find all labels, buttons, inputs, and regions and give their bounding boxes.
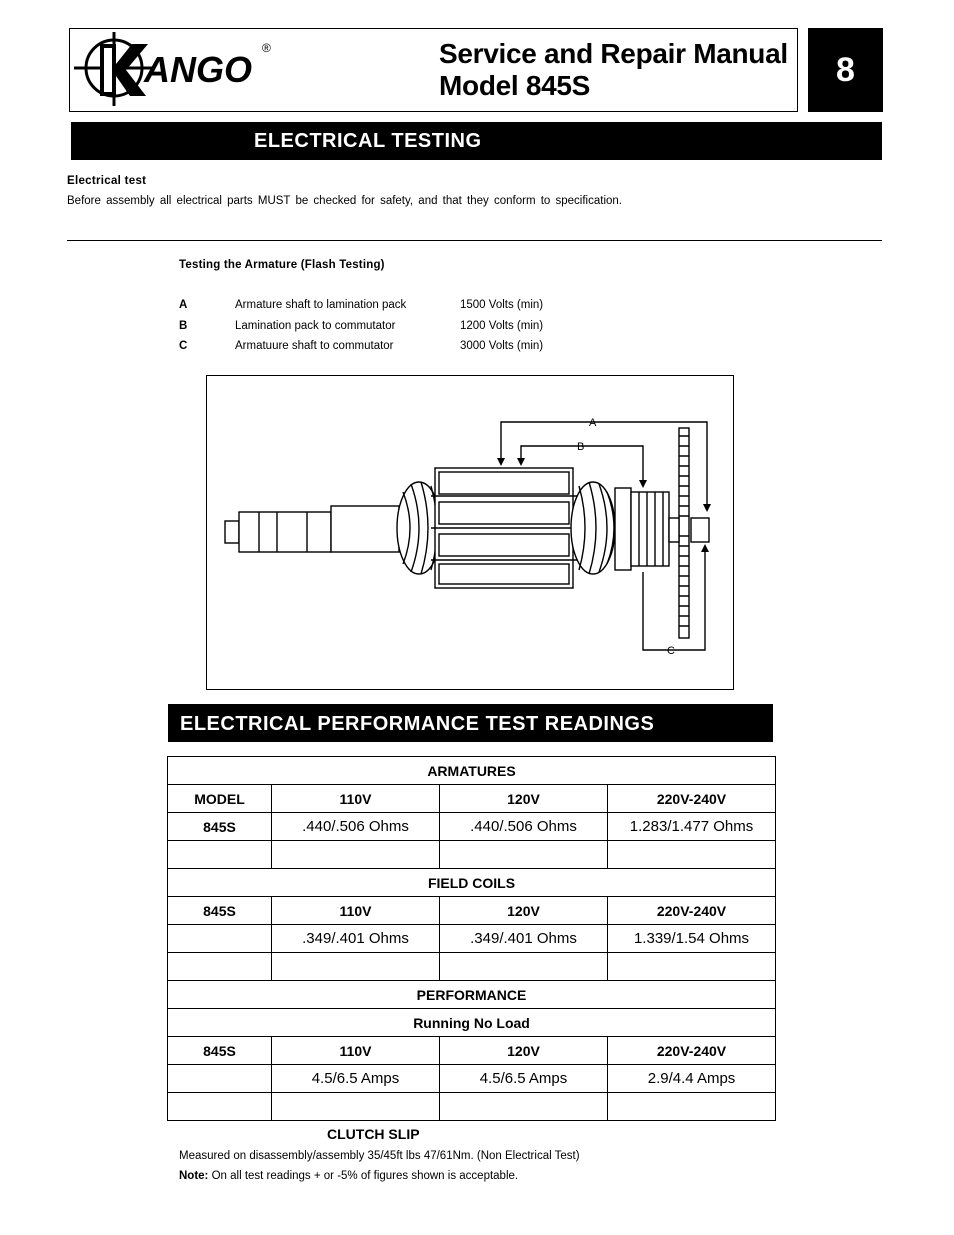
performance-title: PERFORMANCE xyxy=(168,981,776,1009)
empty-cell xyxy=(272,1093,440,1121)
test-row-id: A xyxy=(179,299,188,311)
table-row xyxy=(168,981,776,1009)
test-row-value: 3000 Volts (min) xyxy=(460,340,544,352)
running-no-load: Running No Load xyxy=(168,1009,776,1037)
col-120v: 120V xyxy=(440,897,608,925)
armature-test-heading: Testing the Armature (Flash Testing) xyxy=(179,259,385,271)
table-row xyxy=(168,841,776,869)
figure-label-a: A xyxy=(589,417,597,429)
table-row xyxy=(168,1065,776,1093)
armatures-title: ARMATURES xyxy=(168,757,776,785)
col-110v: 110V xyxy=(272,1037,440,1065)
table-row xyxy=(168,813,776,841)
title-line-1: Service and Repair Manual xyxy=(439,38,788,69)
model-value: 845S xyxy=(168,1037,272,1065)
empty-cell xyxy=(272,953,440,981)
perf-220v: 2.9/4.4 Amps xyxy=(608,1065,776,1093)
test-row-id: C xyxy=(179,340,188,352)
note xyxy=(179,1170,518,1182)
empty-cell xyxy=(608,953,776,981)
perf-120v: 4.5/6.5 Amps xyxy=(440,1065,608,1093)
empty-cell xyxy=(608,841,776,869)
electrical-test-body: Before assembly all electrical parts MUST be checked for safety, and that they conform to specification. xyxy=(67,195,622,207)
table-row xyxy=(168,785,776,813)
table-row xyxy=(168,953,776,981)
test-row-desc: Lamination pack to commutator xyxy=(235,320,396,332)
empty-cell xyxy=(168,925,272,953)
empty-cell xyxy=(440,953,608,981)
empty-cell xyxy=(168,1093,272,1121)
title-line-2: Model 845S xyxy=(439,70,591,101)
table-row xyxy=(168,869,776,897)
col-220v: 220V-240V xyxy=(608,897,776,925)
empty-cell xyxy=(272,841,440,869)
figure-label-c: C xyxy=(667,645,675,657)
test-row-value: 1500 Volts (min) xyxy=(460,299,544,311)
armature-diagram xyxy=(207,376,733,689)
table-row xyxy=(168,897,776,925)
clutch-slip-measured: Measured on disassembly/assembly 35/45ft lbs 47/61Nm. (Non Electrical Test) xyxy=(179,1150,580,1162)
note-text: On all test readings + or -5% of figures shown is acceptable. xyxy=(208,1170,519,1182)
empty-cell xyxy=(168,841,272,869)
empty-cell xyxy=(608,1093,776,1121)
electrical-test-subheading: Electrical test xyxy=(67,175,147,187)
empty-cell xyxy=(168,953,272,981)
svg-text:ANGO: ANGO xyxy=(144,49,252,90)
model-value: 845S xyxy=(168,897,272,925)
field-coils-title: FIELD COILS xyxy=(168,869,776,897)
empty-cell xyxy=(440,841,608,869)
field-110v: .349/.401 Ohms xyxy=(272,925,440,953)
kango-logo xyxy=(72,30,282,110)
clutch-slip-title: CLUTCH SLIP xyxy=(327,1126,420,1142)
empty-cell xyxy=(168,1065,272,1093)
divider xyxy=(67,240,882,241)
table-row xyxy=(168,1037,776,1065)
test-row-desc: Armature shaft to lamination pack xyxy=(235,299,407,311)
performance-table xyxy=(167,756,776,1121)
field-120v: .349/.401 Ohms xyxy=(440,925,608,953)
col-110v: 110V xyxy=(272,785,440,813)
note-label: Note: xyxy=(179,1170,209,1182)
test-row-desc: Armatuure shaft to commutator xyxy=(235,340,394,352)
test-row-id: B xyxy=(179,320,188,332)
col-120v: 120V xyxy=(440,1037,608,1065)
table-row xyxy=(168,925,776,953)
page-title xyxy=(439,38,788,102)
armature-110v: .440/.506 Ohms xyxy=(272,813,440,841)
table-row xyxy=(168,757,776,785)
armature-220v: 1.283/1.477 Ohms xyxy=(608,813,776,841)
armature-120v: .440/.506 Ohms xyxy=(440,813,608,841)
figure-label-b: B xyxy=(577,441,585,453)
field-220v: 1.339/1.54 Ohms xyxy=(608,925,776,953)
col-120v: 120V xyxy=(440,785,608,813)
perf-110v: 4.5/6.5 Amps xyxy=(272,1065,440,1093)
section-heading-performance: ELECTRICAL PERFORMANCE TEST READINGS xyxy=(168,704,773,742)
col-220v: 220V-240V xyxy=(608,785,776,813)
section-heading-electrical-testing: ELECTRICAL TESTING xyxy=(71,122,882,160)
registered-mark: ® xyxy=(262,41,271,55)
model-label: MODEL xyxy=(168,785,272,813)
test-row-value: 1200 Volts (min) xyxy=(460,320,544,332)
empty-cell xyxy=(440,1093,608,1121)
table-row xyxy=(168,1009,776,1037)
col-110v: 110V xyxy=(272,897,440,925)
model-value: 845S xyxy=(168,813,272,841)
table-row xyxy=(168,1093,776,1121)
page-number: 8 xyxy=(808,28,883,112)
col-220v: 220V-240V xyxy=(608,1037,776,1065)
